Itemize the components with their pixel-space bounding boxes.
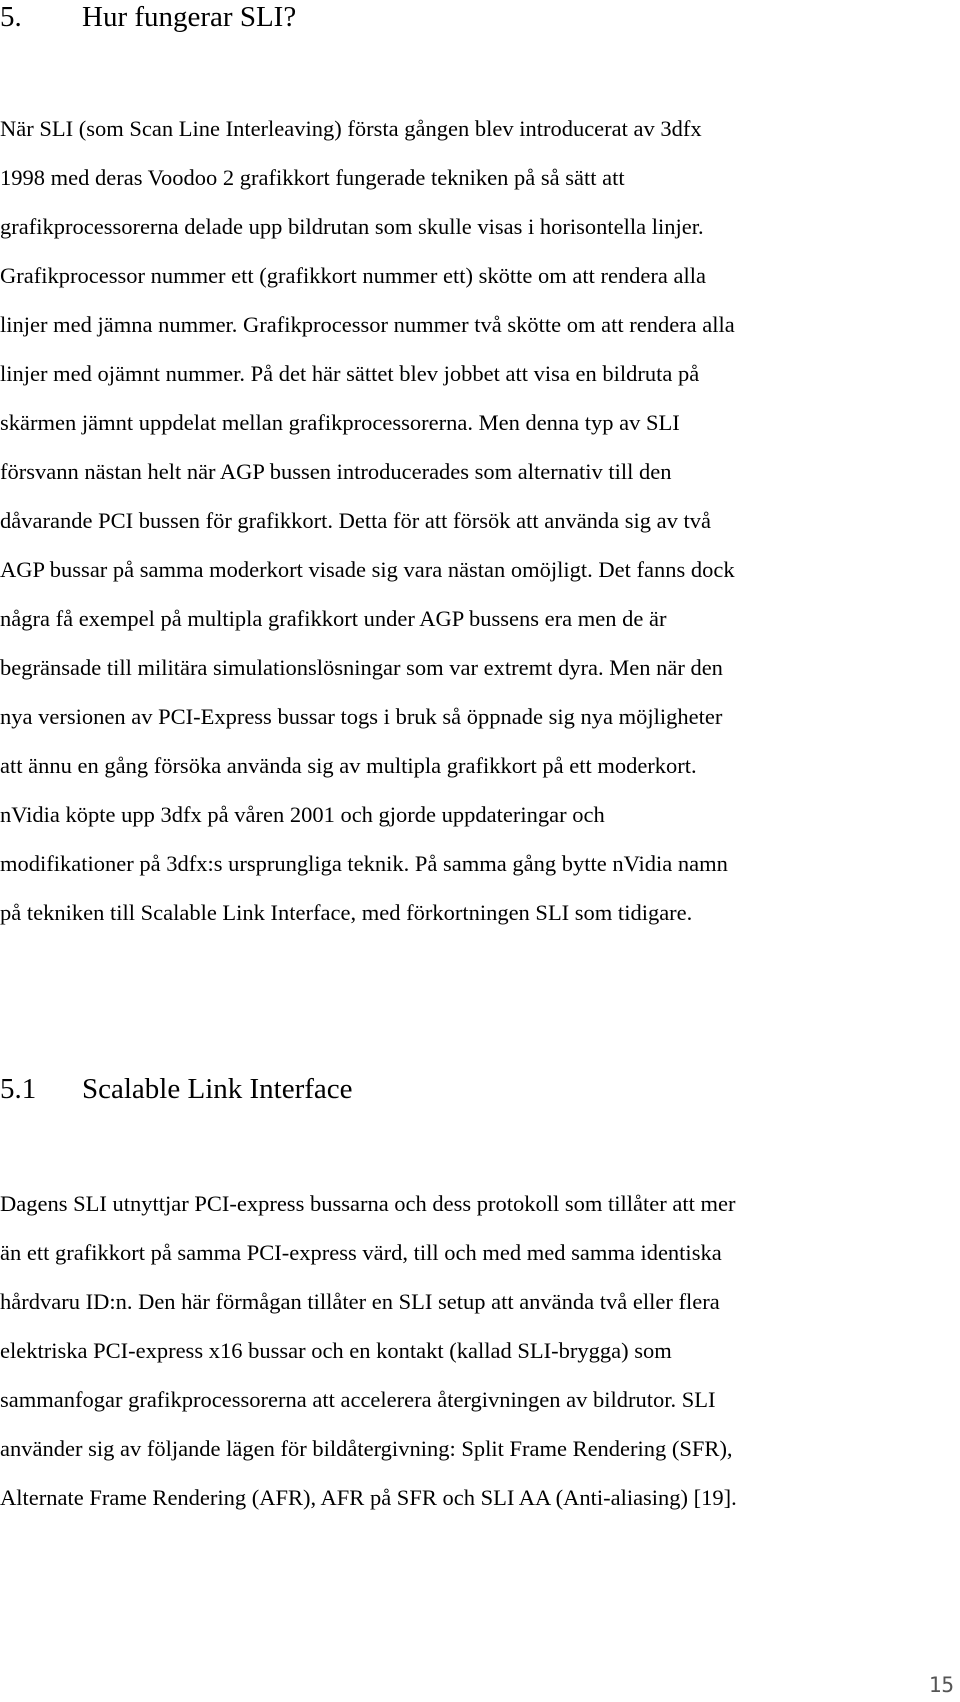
text-line: skärmen jämnt uppdelat mellan grafikprocessorerna. Men denna typ av SLI — [0, 410, 680, 435]
text-line: grafikprocessorerna delade upp bildrutan som skulle visas i horisontella linjer. — [0, 214, 704, 239]
text-line: nVidia köpte upp 3dfx på våren 2001 och gjorde uppdateringar och — [0, 802, 605, 827]
section-title: Hur fungerar SLI? — [82, 1, 297, 33]
text-line: Grafikprocessor nummer ett (grafikkort nummer ett) skötte om att rendera alla — [0, 263, 706, 288]
subsection-paragraph — [0, 1179, 737, 1522]
text-line: på tekniken till Scalable Link Interface, med förkortningen SLI som tidigare. — [0, 900, 693, 925]
text-line: linjer med ojämnt nummer. På det här sättet blev jobbet att visa en bildruta på — [0, 361, 700, 386]
text-line: AGP bussar på samma moderkort visade sig vara nästan omöjligt. Det fanns dock — [0, 557, 735, 582]
subsection-number: 5.1 — [0, 1073, 37, 1105]
text-line: sammanfogar grafikprocessorerna att accelerera återgivningen av bildrutor. SLI — [0, 1387, 716, 1412]
text-line: Dagens SLI utnyttjar PCI-express bussarna och dess protokoll som tillåter att mer — [0, 1191, 736, 1216]
text-line: hårdvaru ID:n. Den här förmågan tillåter en SLI setup att använda två eller flera — [0, 1289, 720, 1314]
subsection-title: Scalable Link Interface — [82, 1073, 353, 1105]
text-line: försvann nästan helt när AGP bussen introducerades som alternativ till den — [0, 459, 672, 484]
text-line: dåvarande PCI bussen för grafikkort. Detta för att försök att använda sig av två — [0, 508, 712, 533]
section-number: 5. — [0, 1, 22, 33]
section-paragraph — [0, 104, 735, 937]
page-number: 15 — [928, 1673, 954, 1697]
text-line: När SLI (som Scan Line Interleaving) första gången blev introducerat av 3dfx — [0, 116, 702, 141]
text-line: begränsade till militära simulationslösningar som var extremt dyra. Men när den — [0, 655, 723, 680]
text-line: 1998 med deras Voodoo 2 grafikkort fungerade tekniken på så sätt att — [0, 165, 625, 190]
subsection-heading — [0, 1072, 353, 1106]
text-line: elektriska PCI-express x16 bussar och en kontakt (kallad SLI-brygga) som — [0, 1338, 672, 1363]
section-heading — [0, 0, 296, 34]
text-line: linjer med jämna nummer. Grafikprocessor nummer två skötte om att rendera alla — [0, 312, 735, 337]
text-line: några få exempel på multipla grafikkort under AGP bussens era men de är — [0, 606, 667, 631]
text-line: använder sig av följande lägen för bildåtergivning: Split Frame Rendering (SFR), — [0, 1436, 733, 1461]
text-line: än ett grafikkort på samma PCI-express värd, till och med med samma identiska — [0, 1240, 722, 1265]
text-line: modifikationer på 3dfx:s ursprungliga teknik. På samma gång bytte nVidia namn — [0, 851, 728, 876]
text-line: nya versionen av PCI-Express bussar togs i bruk så öppnade sig nya möjligheter — [0, 704, 723, 729]
text-line: Alternate Frame Rendering (AFR), AFR på SFR och SLI AA (Anti-aliasing) [19]. — [0, 1485, 737, 1510]
text-line: att ännu en gång försöka använda sig av multipla grafikkort på ett moderkort. — [0, 753, 697, 778]
